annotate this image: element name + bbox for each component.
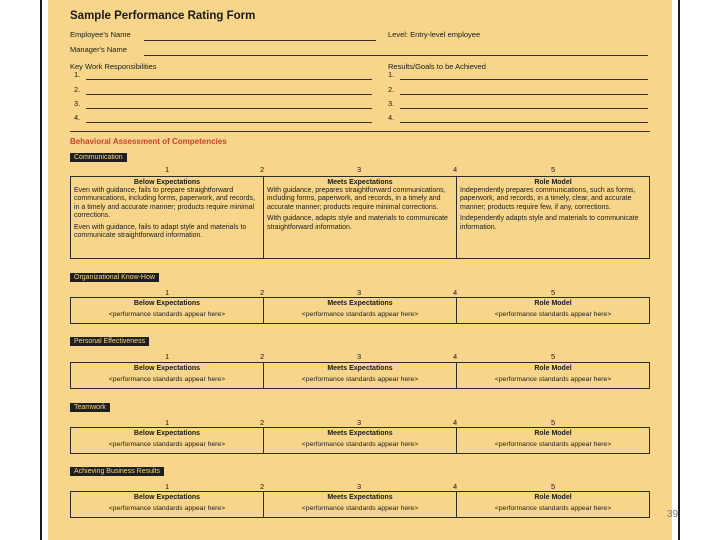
column-header: Meets Expectations — [327, 494, 393, 501]
scale-2[interactable]: 2 — [260, 165, 265, 174]
competency-label-achieving-business-results: Achieving Business Results — [70, 467, 164, 476]
below-expectations-cell — [71, 298, 264, 323]
column-header: Meets Expectations — [327, 365, 393, 372]
results-number: 4. — [388, 113, 395, 122]
scale-2[interactable]: 2 — [260, 418, 265, 427]
standards-placeholder: <performance standards appear here> — [108, 505, 226, 512]
column-header: Role Model — [534, 430, 572, 437]
scale-3[interactable]: 3 — [357, 288, 362, 297]
scale-1[interactable]: 1 — [165, 482, 170, 491]
standards-placeholder: <performance standards appear here> — [494, 441, 612, 448]
column-header: Meets Expectations — [327, 300, 393, 307]
standard-text: Even with guidance, fails to prepare straightforward communications, including forms, paperwork, and records, in a timely and accurate manner; products require minimal corrections. — [74, 187, 255, 220]
performance-rating-form — [48, 0, 672, 540]
below-expectations-cell — [71, 492, 264, 517]
results-field[interactable] — [400, 94, 648, 95]
scale-3[interactable]: 3 — [357, 165, 362, 174]
standards-placeholder: <performance standards appear here> — [301, 441, 419, 448]
scale-4[interactable]: 4 — [453, 288, 458, 297]
key-work-field[interactable] — [86, 94, 372, 95]
employee-name-label: Employee's Name — [70, 30, 131, 39]
competency-label-teamwork: Teamwork — [70, 403, 110, 412]
results-label: Results/Goals to be Achieved — [388, 62, 486, 71]
organizational-know-how-rating-table — [70, 297, 650, 324]
column-header: Below Expectations — [133, 430, 201, 437]
below-expectations-cell — [71, 363, 264, 388]
column-header: Meets Expectations — [327, 430, 393, 437]
standards-placeholder: <performance standards appear here> — [108, 441, 226, 448]
rating-scale — [70, 352, 650, 362]
manager-name-label: Manager's Name — [70, 45, 127, 54]
standards-placeholder: <performance standards appear here> — [301, 376, 419, 383]
scale-4[interactable]: 4 — [453, 165, 458, 174]
scale-2[interactable]: 2 — [260, 482, 265, 491]
below-expectations-cell — [71, 177, 264, 258]
standards-placeholder: <performance standards appear here> — [494, 505, 612, 512]
results-field[interactable] — [400, 108, 648, 109]
scale-5[interactable]: 5 — [551, 482, 556, 491]
personal-effectiveness-rating-table — [70, 362, 650, 389]
behavioral-assessment-title: Behavioral Assessment of Competencies — [70, 137, 227, 146]
scale-1[interactable]: 1 — [165, 418, 170, 427]
standard-text: Independently prepares communications, such as forms, paperwork, and records, in a timely, clear, and accurate manner; products require few, if any, corrections. — [460, 187, 636, 211]
scale-2[interactable]: 2 — [260, 352, 265, 361]
below-expectations-cell — [71, 428, 264, 453]
results-number: 1. — [388, 70, 395, 79]
meets-expectations-cell — [264, 363, 457, 388]
scale-3[interactable]: 3 — [357, 418, 362, 427]
teamwork-rating-table — [70, 427, 650, 454]
column-header: Meets Expectations — [327, 179, 393, 186]
key-work-label: Key Work Responsibilities — [70, 62, 157, 71]
column-header: Below Expectations — [133, 494, 201, 501]
key-work-number: 3. — [74, 99, 81, 108]
scale-1[interactable]: 1 — [165, 288, 170, 297]
employee-name-field[interactable] — [144, 40, 376, 41]
role-model-cell — [457, 492, 649, 517]
key-work-field[interactable] — [86, 108, 372, 109]
meets-expectations-cell — [264, 428, 457, 453]
results-number: 2. — [388, 85, 395, 94]
manager-name-field[interactable] — [144, 55, 648, 56]
meets-expectations-cell — [264, 298, 457, 323]
role-model-cell — [457, 363, 649, 388]
standard-text: With guidance, prepares straightforward communications, including forms, paperwork, and records, in a timely and accurate manner; products require minimal corrections. — [267, 187, 446, 211]
column-header: Below Expectations — [133, 365, 201, 372]
standards-placeholder: <performance standards appear here> — [108, 311, 226, 318]
standards-placeholder: <performance standards appear here> — [301, 505, 419, 512]
standards-placeholder: <performance standards appear here> — [301, 311, 419, 318]
form-title: Sample Performance Rating Form — [70, 10, 256, 22]
results-field[interactable] — [400, 122, 648, 123]
key-work-number: 2. — [74, 85, 81, 94]
communication-rating-table — [70, 176, 650, 259]
scale-4[interactable]: 4 — [453, 482, 458, 491]
meets-expectations-cell — [264, 492, 457, 517]
standards-placeholder: <performance standards appear here> — [494, 376, 612, 383]
frame-left-border — [40, 0, 42, 540]
standards-placeholder: <performance standards appear here> — [108, 376, 226, 383]
frame-right-border — [678, 0, 680, 540]
role-model-cell — [457, 177, 649, 258]
key-work-number: 1. — [74, 70, 81, 79]
key-work-number: 4. — [74, 113, 81, 122]
scale-3[interactable]: 3 — [357, 482, 362, 491]
scale-3[interactable]: 3 — [357, 352, 362, 361]
meets-expectations-cell — [264, 177, 457, 258]
achieving-business-results-rating-table — [70, 491, 650, 518]
scale-2[interactable]: 2 — [260, 288, 265, 297]
role-model-cell — [457, 428, 649, 453]
competency-label-personal-effectiveness: Personal Effectiveness — [70, 337, 149, 346]
column-header: Role Model — [534, 179, 572, 186]
scale-5[interactable]: 5 — [551, 288, 556, 297]
standard-text: Independently adapts style and materials to communicate information. — [460, 215, 639, 231]
standards-placeholder: <performance standards appear here> — [494, 311, 612, 318]
standard-text: Even with guidance, fails to adapt style and materials to communicate straightforward information. — [74, 223, 247, 240]
rating-scale — [70, 165, 650, 175]
scale-1[interactable]: 1 — [165, 352, 170, 361]
scale-1[interactable]: 1 — [165, 165, 170, 174]
standard-text: With guidance, adapts style and materials to communicate straightforward information. — [267, 215, 448, 231]
key-work-field[interactable] — [86, 79, 372, 80]
competency-label-communication: Communication — [70, 153, 127, 162]
column-header: Role Model — [534, 365, 572, 372]
scale-5[interactable]: 5 — [551, 418, 556, 427]
scale-4[interactable]: 4 — [453, 418, 458, 427]
results-number: 3. — [388, 99, 395, 108]
results-field[interactable] — [400, 79, 648, 80]
column-header: Below Expectations — [133, 179, 201, 186]
key-work-field[interactable] — [86, 122, 372, 123]
section-divider — [70, 131, 650, 132]
scale-5[interactable]: 5 — [551, 165, 556, 174]
level-label: Level: Entry-level employee — [388, 30, 481, 39]
competency-label-organizational-know-how: Organizational Know-How — [70, 273, 159, 282]
column-header: Below Expectations — [133, 300, 201, 307]
page-number: 39 — [667, 509, 679, 520]
column-header: Role Model — [534, 300, 572, 307]
scale-5[interactable]: 5 — [551, 352, 556, 361]
scale-4[interactable]: 4 — [453, 352, 458, 361]
column-header: Role Model — [534, 494, 572, 501]
role-model-cell — [457, 298, 649, 323]
